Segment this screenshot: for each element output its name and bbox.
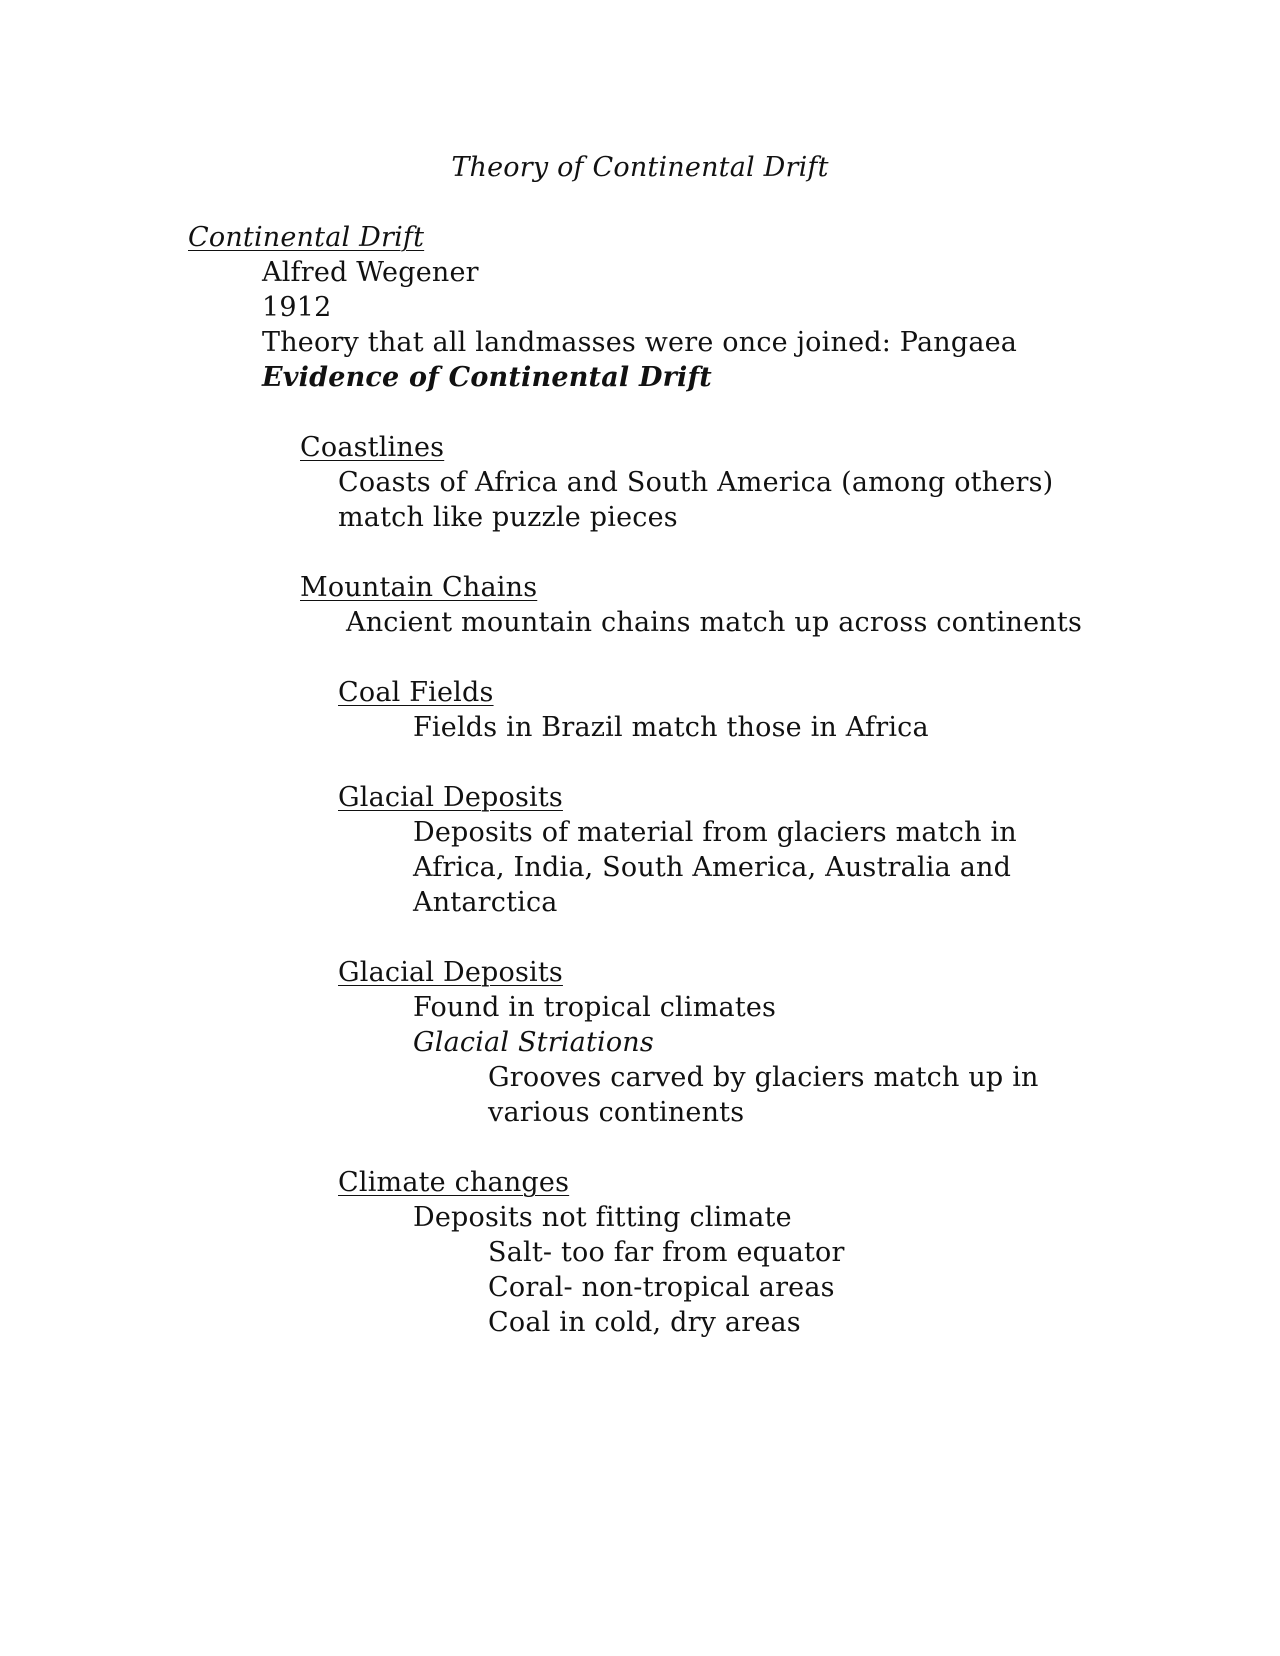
mountain-chains-line: Ancient mountain chains match up across continents	[346, 607, 1082, 638]
intro-line-author: Alfred Wegener	[262, 257, 479, 288]
glacial-striations-line: various continents	[488, 1097, 745, 1128]
glacial-deposits-heading: Glacial Deposits	[338, 782, 563, 813]
glacial-striations-line: Grooves carved by glaciers match up in	[488, 1062, 1039, 1093]
coastlines-line: match like puzzle pieces	[338, 502, 678, 533]
climate-changes-subline: Salt- too far from equator	[488, 1237, 845, 1268]
glacial-deposits-line: Africa, India, South America, Australia and	[413, 852, 1012, 883]
glacial-deposits-line: Antarctica	[413, 887, 558, 918]
document-title: Theory of Continental Drift	[451, 152, 829, 183]
coal-fields-heading: Coal Fields	[338, 677, 494, 708]
glacial-deposits-line: Deposits of material from glaciers match in	[413, 817, 1017, 848]
evidence-heading: Evidence of Continental Drift	[262, 362, 712, 393]
climate-changes-subline: Coral- non-tropical areas	[488, 1272, 835, 1303]
section-heading: Continental Drift	[188, 222, 425, 253]
coal-fields-line: Fields in Brazil match those in Africa	[413, 712, 929, 743]
climate-changes-heading: Climate changes	[338, 1167, 570, 1198]
mountain-chains-heading: Mountain Chains	[300, 572, 538, 603]
glacial-striations-subheading: Glacial Striations	[413, 1027, 654, 1058]
glacial-deposits-2-line: Found in tropical climates	[413, 992, 777, 1023]
coastlines-line: Coasts of Africa and South America (among others)	[338, 467, 1054, 498]
climate-changes-subline: Coal in cold, dry areas	[488, 1307, 801, 1338]
coastlines-heading: Coastlines	[300, 432, 445, 463]
intro-line-theory: Theory that all landmasses were once joined: Pangaea	[262, 327, 1018, 358]
climate-changes-line: Deposits not fitting climate	[413, 1202, 792, 1233]
intro-line-year: 1912	[262, 292, 332, 323]
glacial-deposits-heading-2: Glacial Deposits	[338, 957, 563, 988]
